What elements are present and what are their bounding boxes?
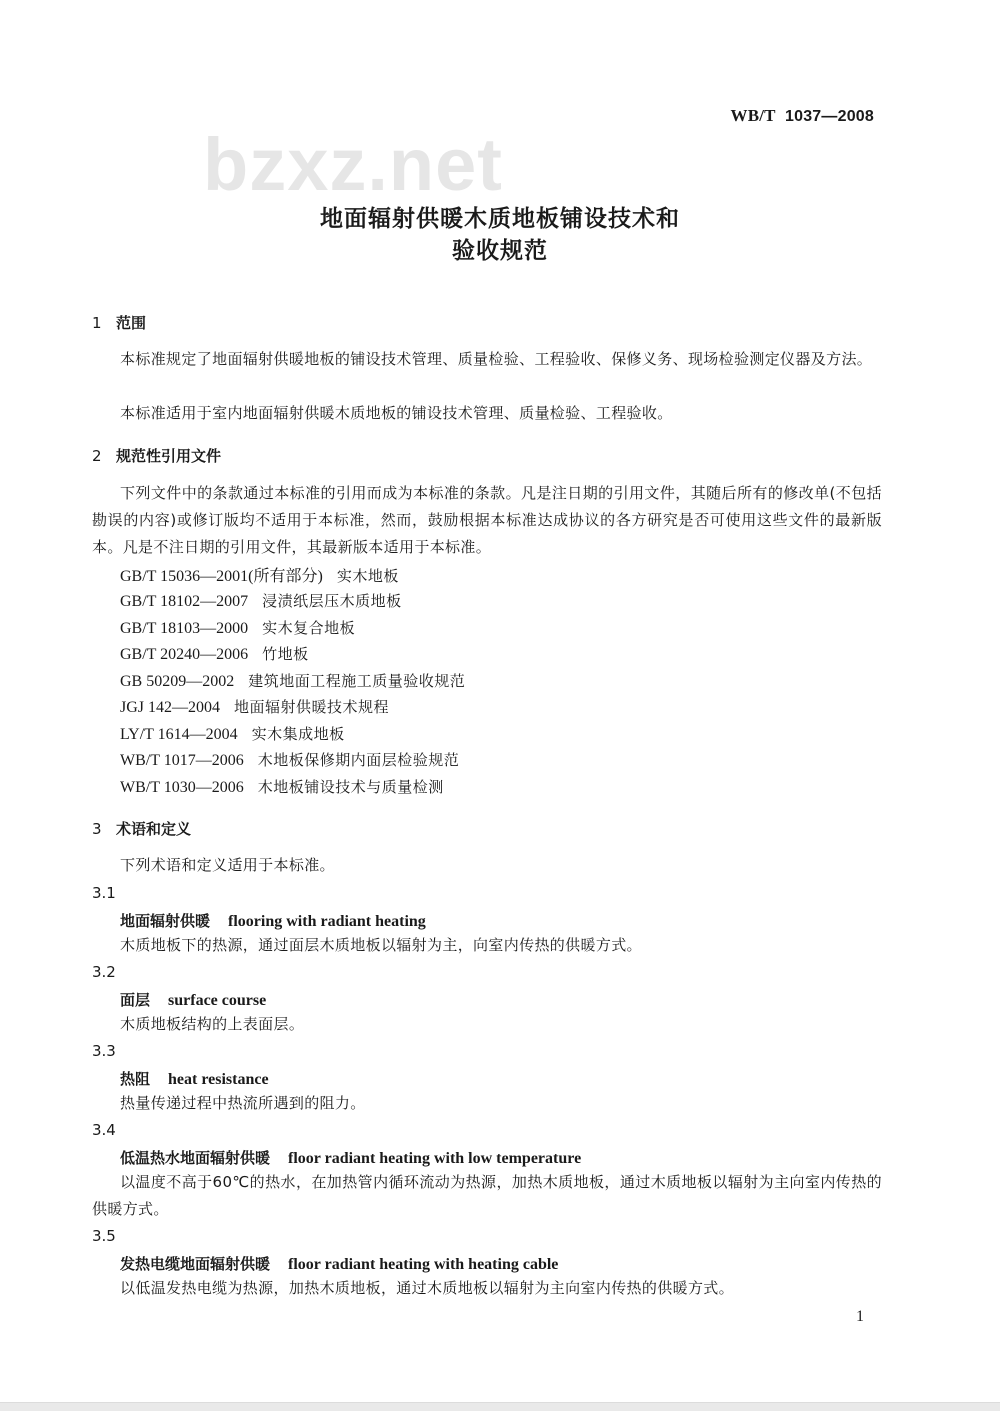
reference-item [120, 776, 444, 797]
term-en: floor radiant heating with heating cable [288, 1256, 559, 1273]
section-title: 术语和定义 [116, 820, 192, 838]
reference-code: GB/T 18102—2007 [120, 593, 249, 610]
section-title: 规范性引用文件 [116, 447, 222, 465]
term-heading [120, 1253, 558, 1274]
reference-item [120, 723, 345, 744]
reference-code: GB 50209—2002 [120, 673, 235, 690]
reference-title: 建筑地面工程施工质量验收规范 [248, 672, 466, 690]
term-en: flooring with radiant heating [228, 913, 426, 930]
reference-code: GB/T 18103—2000 [120, 620, 249, 637]
reference-item [120, 696, 389, 717]
reference-item [120, 617, 355, 638]
reference-code: WB/T 1017—2006 [120, 752, 244, 769]
reference-item [120, 643, 309, 664]
term-definition: 热量传递过程中热流所遇到的阻力。 [120, 1094, 366, 1112]
term-definition: 以温度不高于60℃的热水，在加热管内循环流动为热源，加热木质地板，通过木质地板以辐射为主向室内传热的供暖方式。 [92, 1173, 882, 1218]
reference-code: JGJ 142—2004 [120, 699, 221, 716]
section-2-paragraph-1: 下列文件中的条款通过本标准的引用而成为本标准的条款。凡是注日期的引用文件，其随后所有的修改单(不包括勘误的内容)或修订版均不适用于本标准，然而，鼓励根据本标准达成协议的各方研究是否可使用这些文件的最新版本。凡是不注日期的引用文件，其最新版本适用于本标准。 [92, 484, 882, 556]
page-number: 1 [856, 1308, 864, 1325]
term-heading [120, 1068, 269, 1089]
term-definition: 木质地板结构的上表面层。 [120, 1015, 305, 1033]
document-title-line2: 验收规范 [452, 238, 548, 264]
reference-code: GB/T 15036—2001(所有部分) [120, 568, 323, 585]
term-heading [120, 910, 426, 931]
section-title: 范围 [116, 314, 147, 332]
section-1-paragraph-2: 本标准适用于室内地面辐射供暖木质地板的铺设技术管理、质量检验、工程验收。 [120, 404, 673, 422]
reference-title: 实木集成地板 [251, 725, 345, 743]
reference-title: 地面辐射供暖技术规程 [234, 698, 390, 716]
term-heading [120, 989, 266, 1010]
term-number: 3.1 [92, 884, 116, 902]
standard-prefix: WB/T [730, 106, 776, 125]
term-definition: 以低温发热电缆为热源，加热木质地板，通过木质地板以辐射为主向室内传热的供暖方式。 [120, 1279, 735, 1297]
term-zh: 热阻 [120, 1070, 151, 1088]
term-en: heat resistance [168, 1071, 269, 1088]
reference-code: GB/T 20240—2006 [120, 646, 249, 663]
term-zh: 低温热水地面辐射供暖 [120, 1149, 271, 1167]
term-heading [120, 1147, 581, 1168]
section-1-paragraph-1: 本标准规定了地面辐射供暖地板的铺设技术管理、质量检验、工程验收、保修义务、现场检验测定仪器及方法。 [120, 350, 873, 368]
reference-title: 实木地板 [336, 567, 399, 585]
section-3-intro: 下列术语和定义适用于本标准。 [120, 856, 335, 874]
reference-code: LY/T 1614—2004 [120, 726, 238, 743]
section-number: 2 [92, 447, 102, 465]
term-definition: 木质地板下的热源，通过面层木质地板以辐射为主，向室内传热的供暖方式。 [120, 936, 642, 954]
term-en: surface course [168, 992, 267, 1009]
term-zh: 地面辐射供暖 [120, 912, 211, 930]
section-heading-3 [92, 818, 191, 839]
reference-code: WB/T 1030—2006 [120, 779, 244, 796]
reference-title: 竹地板 [262, 645, 309, 663]
reference-title: 木地板保修期内面层检验规范 [257, 751, 460, 769]
term-number: 3.2 [92, 963, 116, 981]
section-number: 3 [92, 820, 102, 838]
reference-item [120, 749, 459, 770]
reference-item [120, 590, 402, 611]
term-number: 3.5 [92, 1227, 116, 1245]
section-heading-2 [92, 445, 221, 466]
term-zh: 面层 [120, 991, 151, 1009]
reference-item [120, 563, 399, 586]
reference-item [120, 670, 465, 691]
reference-title: 实木复合地板 [262, 619, 356, 637]
term-number: 3.3 [92, 1042, 116, 1060]
standard-code [731, 106, 875, 126]
term-en: floor radiant heating with low temperature [288, 1150, 582, 1167]
term-zh: 发热电缆地面辐射供暖 [120, 1255, 271, 1273]
term-number: 3.4 [92, 1121, 116, 1139]
document-title-line1: 地面辐射供暖木质地板铺设技术和 [320, 206, 680, 232]
watermark: bzxz.net [203, 123, 503, 206]
section-number: 1 [92, 314, 102, 332]
reference-title: 浸渍纸层压木质地板 [262, 592, 402, 610]
reference-title: 木地板铺设技术与质量检测 [257, 778, 444, 796]
section-heading-1 [92, 312, 146, 333]
standard-number: 1037—2008 [785, 108, 874, 125]
